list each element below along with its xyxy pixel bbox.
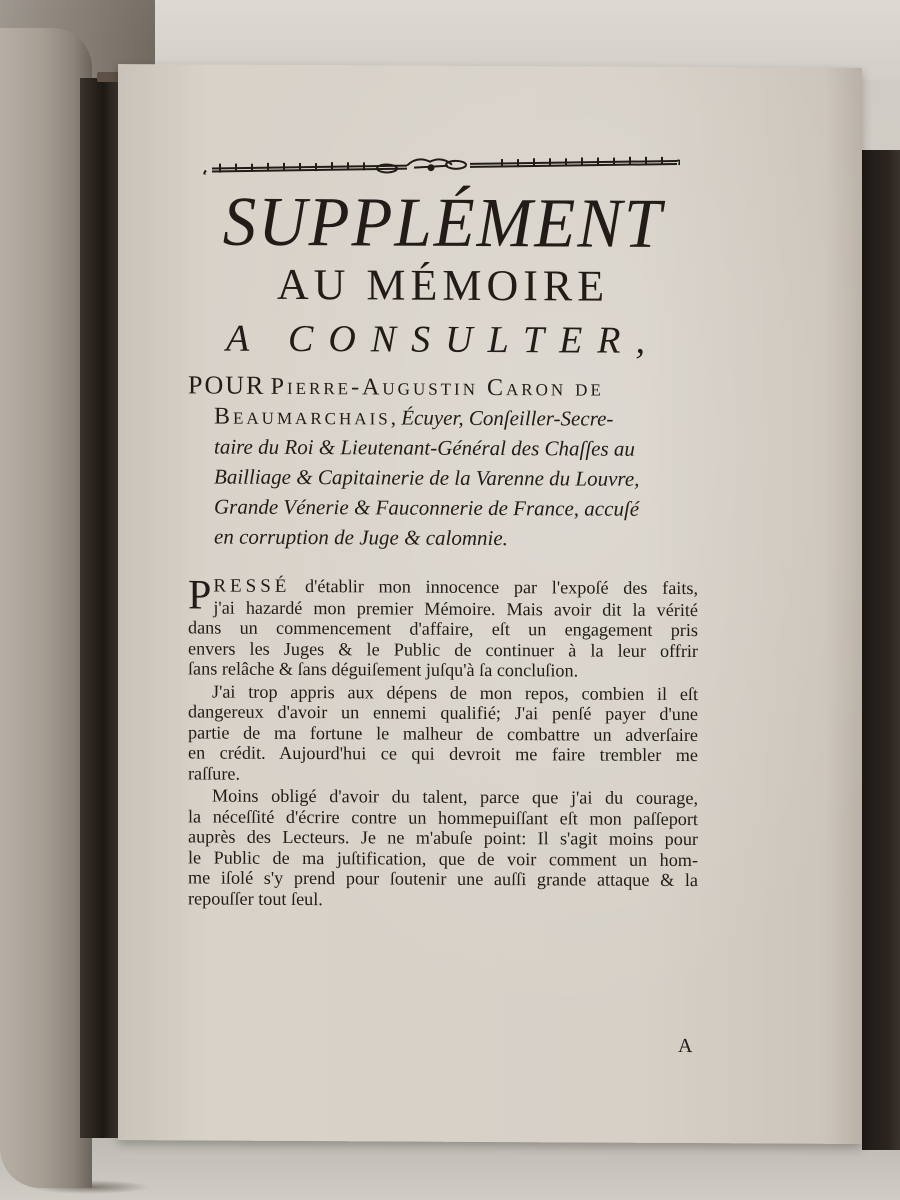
author-name: Pierre-Augustin Caron de [270,373,604,402]
author-line-4: Bailliage & Capitainerie de la Varenne du Louvre, [214,464,640,491]
paragraph-1 [188,572,698,681]
title-main: SUPPLÉMENT [222,182,664,263]
paragraph-3 [188,785,698,911]
paragraph-line: me iſolé s'y prend pour ſoutenir une auſſi grande attaque & la [188,867,698,891]
shadow-right [862,150,900,1150]
author-block [188,370,698,554]
paragraph-line: repouſſer tout ſeul. [188,887,323,909]
page-content [188,152,698,1058]
lead-caps: RESSÉ [213,575,291,597]
author-line-3: taire du Roi & Lieutenant-Général des Chaſſes au [214,434,635,461]
drop-cap: P [188,572,212,619]
paragraph-line: ſans relâche & ſans déguiſement juſqu'à ſa concluſion. [188,658,579,681]
paragraph-line: dans un commencement d'affaire, eſt un engagement pris [188,617,698,641]
book-gutter [80,78,122,1138]
paragraph-line: J'ai trop appris aux dépens de mon repos, combien il eſt [212,681,698,704]
paragraph-2 [188,681,698,786]
paragraph-line: raſſure. [188,762,241,784]
author-sep: , [390,405,402,430]
author-line-5: Grande Vénerie & Fauconnerie de France, accuſé [214,494,640,521]
title-line-2: AU MÉMOIRE [276,259,610,311]
ornament-border-icon [202,152,680,177]
paragraph-line: auprès des Lecteurs. Je ne m'abuſe point: Il s'agit moins pour [188,826,698,850]
body-text [188,572,698,911]
paragraph-line: la néceſſité d'écrire contre un hommepuiſſant eſt mon paſſeport [188,805,698,829]
paragraph-line: Moins obligé d'avoir du talent, parce que j'ai du courage, [212,785,698,809]
author-line-6: en corruption de Juge & calomnie. [214,524,508,551]
pour-label: POUR [188,370,266,400]
author-titles: Écuyer, Conſeiller-Secre- [401,405,614,431]
author-surname: Beaumarchais [214,403,391,431]
paragraph-line: dangereux d'avoir un ennemi qualifié; J'ai penſé payer d'une [188,701,698,725]
paragraph-line: envers les Juges & le Public de continuer à la leur offrir [188,637,698,661]
paragraph-line: en crédit. Aujourd'hui ce qui devroit me faire trembler me [188,742,698,766]
title-line-3: A CONSULTER, [225,317,661,362]
author-line-2 [188,401,698,434]
paragraph-line: j'ai hazardé mon premier Mémoire. Mais avoir dit la vérité [213,597,698,620]
paragraph-line: partie de ma fortune le malheur de combattre un adverſaire [188,721,698,745]
line-text: d'établir mon innocence par l'expoſé des faits, [290,575,698,599]
author-line-1 [188,370,698,404]
book-page [118,64,862,1144]
signature-mark: A [678,1034,693,1058]
paragraph-line: le Public de ma juſtification, que de voir comment un hom- [188,846,698,870]
left-curled-page [0,28,92,1188]
